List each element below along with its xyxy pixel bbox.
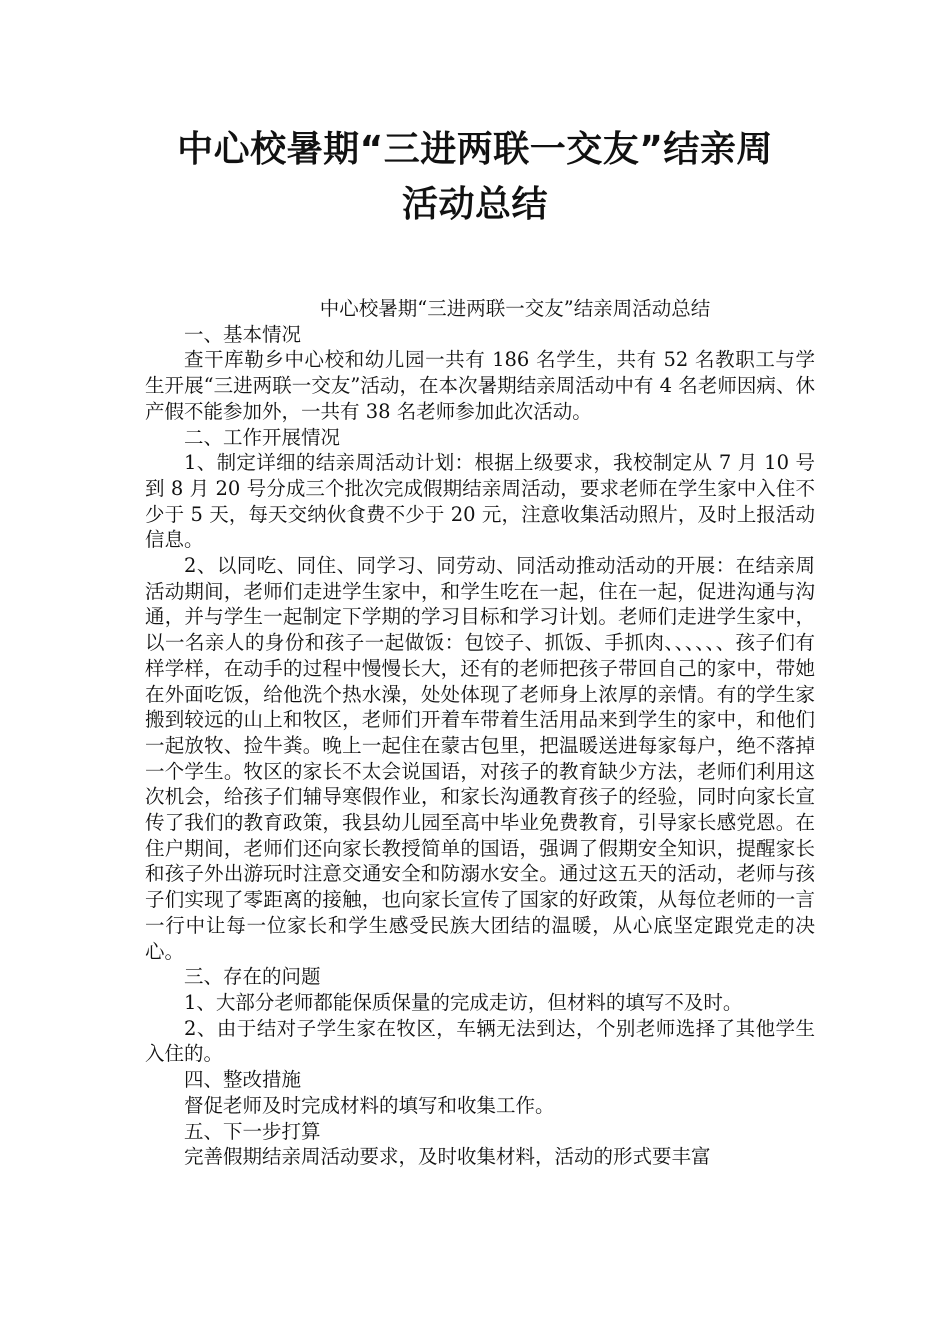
paragraph-work-2: 2、以同吃、同住、同学习、同劳动、同活动推动活动的开展：在结亲周活动期间，老师们走进学生家中，和学生吃在一起，住在一起，促进沟通与沟通，并与学生一起制定下学期的学习目标和学习计划。老师们走进学生家中，以一名亲人的身份和孩子一起做饭：包饺子、抓饭、手抓肉、、、、、、孩子们有样学样，在动手的过程中慢慢长大，还有的老师把孩子带回自己的家中，带她在外面吃饭，给他洗个热水澡，处处体现了老师身上浓厚的亲情。有的学生家搬到较远的山上和牧区，老师们开着车带着生活用品来到学生的家中，和他们一起放牧、捡牛粪。晚上一起住在蒙古包里，把温暖送进每家每户，绝不落掉一个学生。牧区的家长不太会说国语，对孩子的教育缺少方法，老师们利用这次机会，给孩子们辅导寒假作业，和家长沟通教育孩子的经验，同时向家长宣传了我们的教育政策，我县幼儿园至高中毕业免费教育，引导家长感党恩。在住户期间，老师们还向家长教授简单的国语，强调了假期安全知识，提醒家长和孩子外出游玩时注意交通安全和防溺水安全。通过这五天的活动，老师与孩子们实现了零距离的接触，也向家长宣传了国家的好政策，从每位老师的一言一行中让每一位家长和学生感受民族大团结的温暖，从心底坚定跟党走的决心。 xyxy=(145,554,815,963)
paragraph-rectification: 督促老师及时完成材料的填写和收集工作。 xyxy=(184,1093,555,1117)
title-line-2: 活动总结 xyxy=(401,184,548,225)
section-heading-next-steps: 五、下一步打算 xyxy=(184,1119,321,1143)
document-subtitle: 中心校暑期“三进两联一交友”结亲周活动总结 xyxy=(319,297,711,320)
paragraph-work-1: 1、制定详细的结亲周活动计划：根据上级要求，我校制定从 7 月 10 号到 8 月 20 号分成三个批次完成假期结亲周活动，要求老师在学生家中入住不少于 5 天，每天交纳伙食费不少于 20 元，注意收集活动照片，及时上报活动信息。 xyxy=(145,451,815,552)
section-heading-rectification: 四、整改措施 xyxy=(184,1068,302,1092)
paragraph-problem-1: 1、大部分老师都能保质保量的完成走访，但材料的填写不及时。 xyxy=(184,990,743,1014)
section-heading-problems: 三、存在的问题 xyxy=(184,965,321,989)
title-line-1: 中心校暑期“三进两联一交友”结亲周 xyxy=(177,129,773,170)
section-heading-basic: 一、基本情况 xyxy=(184,322,302,346)
paragraph-next-steps: 完善假期结亲周活动要求，及时收集材料，活动的形式要丰富 xyxy=(184,1145,711,1169)
paragraph-basic: 查干库勒乡中心校和幼儿园一共有 186 名学生，共有 52 名教职工与学生开展“三进两联一交友”活动，在本次暑期结亲周活动中有 4 名老师因病、休产假不能参加外，一共有 38 名老师参加此次活动。 xyxy=(145,348,815,423)
paragraph-problem-2: 2、由于结对子学生家在牧区，车辆无法到达，个别老师选择了其他学生入住的。 xyxy=(145,1016,815,1066)
document-body xyxy=(145,296,815,1170)
document-title xyxy=(100,122,850,232)
section-heading-work: 二、工作开展情况 xyxy=(184,425,341,449)
